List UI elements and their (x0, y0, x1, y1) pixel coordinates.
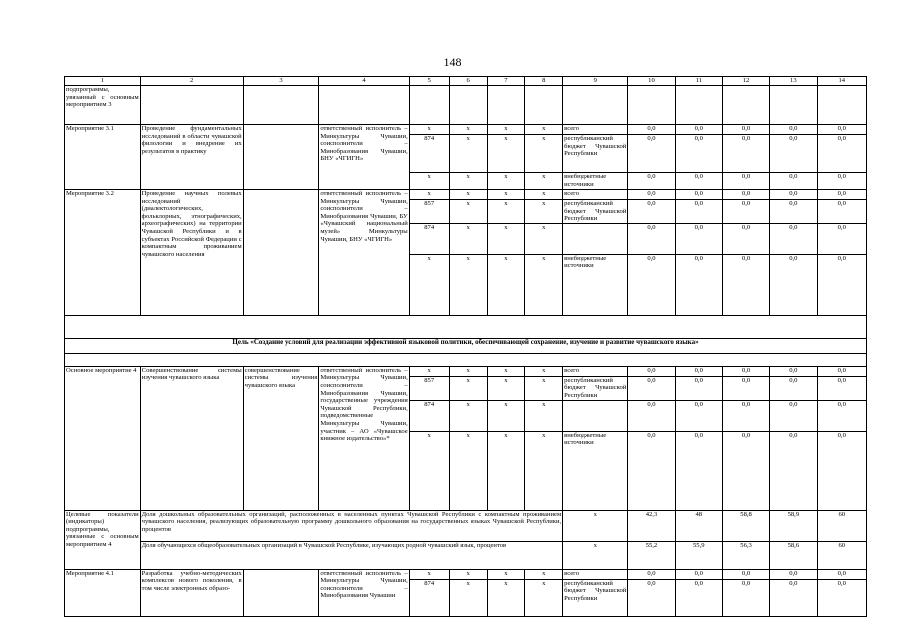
code-cell: 874 (409, 579, 449, 616)
measure-result (243, 125, 319, 190)
value-cell: 0,0 (675, 200, 722, 224)
column-number: 14 (817, 77, 867, 86)
measure-description: Проведение фундаментальных исследований в области чувашской филологии и внедрение их результатов в практику (140, 125, 243, 190)
target-value: 58,6 (770, 541, 817, 569)
funding-source: республиканский бюджет Чувашской Республики (563, 579, 628, 616)
measure-description: Проведение научных полевых исследований (диалектологических, фольклорных, этнографических, археографических) на территории Чувашской Республики и в субъектах Российской Федерации с компактным проживанием чувашского населения (140, 190, 243, 316)
measure-label: Мероприятие 3.2 (65, 190, 141, 316)
value-cell: 0,0 (722, 431, 769, 510)
value-cell: 0,0 (675, 431, 722, 510)
code-cell: x (409, 366, 449, 376)
value-cell: 0,0 (770, 569, 817, 579)
code-cell: x (525, 125, 563, 135)
target-value: 58,8 (722, 510, 769, 541)
empty-cell (449, 86, 487, 125)
target-value: 60 (817, 541, 867, 569)
code-cell: x (487, 135, 525, 173)
value-cell: 0,0 (675, 366, 722, 376)
goal-title: Цель «Создание условий для реализации эффективной языковой политики, обеспечивающей сохранение, изучение и развитие чувашского языка» (65, 338, 867, 353)
code-cell: x (487, 431, 525, 510)
code-cell: x (487, 569, 525, 579)
target-value: 60 (817, 510, 867, 541)
value-cell: 0,0 (770, 200, 817, 224)
value-cell: 0,0 (722, 135, 769, 173)
column-number: 5 (409, 77, 449, 86)
responsible-executor: ответственный исполнитель – Минкультуры Чувашии, соисполнители – Минобразования Чувашии, БУ «Чувашский национальный музей» Минкультуры Чувашии, БНУ «ЧГИГН» (319, 190, 409, 316)
value-cell: 0,0 (628, 366, 675, 376)
column-number: 2 (140, 77, 243, 86)
value-cell: 0,0 (770, 579, 817, 616)
value-cell: 0,0 (817, 173, 867, 190)
funding-source (563, 223, 628, 254)
code-cell: x (525, 254, 563, 315)
column-number: 9 (563, 77, 628, 86)
funding-source: внебюджетные источники (563, 254, 628, 315)
code-cell: x (409, 431, 449, 510)
code-cell: x (487, 579, 525, 616)
code-cell: x (487, 376, 525, 400)
funding-source: всего (563, 125, 628, 135)
code-cell: x (449, 223, 487, 254)
target-value: 42,3 (628, 510, 675, 541)
target-c9: x (563, 510, 628, 541)
code-cell: x (525, 579, 563, 616)
value-cell: 0,0 (770, 400, 817, 431)
value-cell: 0,0 (628, 173, 675, 190)
column-number: 3 (243, 77, 319, 86)
value-cell: 0,0 (770, 254, 817, 315)
code-cell: x (525, 366, 563, 376)
value-cell: 0,0 (722, 366, 769, 376)
blank-cell (65, 353, 867, 366)
responsible-executor: ответственный исполнитель – Минкультуры Чувашии, соисполнители – Минобразования Чувашии (319, 569, 409, 616)
funding-source (563, 400, 628, 431)
value-cell: 0,0 (770, 376, 817, 400)
funding-source: всего (563, 366, 628, 376)
om4-row (65, 366, 867, 376)
program-table (64, 76, 867, 617)
value-cell: 0,0 (817, 400, 867, 431)
value-cell: 0,0 (628, 223, 675, 254)
measure-description: Совершенствование системы изучения чувашского языка (140, 366, 243, 510)
value-cell: 0,0 (628, 254, 675, 315)
value-cell: 0,0 (770, 366, 817, 376)
code-cell: 857 (409, 376, 449, 400)
value-cell: 0,0 (722, 579, 769, 616)
continuation-row (65, 86, 867, 125)
funding-source: внебюджетные источники (563, 173, 628, 190)
column-number: 8 (525, 77, 563, 86)
value-cell: 0,0 (817, 569, 867, 579)
code-cell: x (409, 173, 449, 190)
value-cell: 0,0 (675, 254, 722, 315)
value-cell: 0,0 (817, 125, 867, 135)
page-number: 148 (443, 55, 462, 69)
value-cell: 0,0 (817, 579, 867, 616)
code-cell: x (449, 376, 487, 400)
target-value: 55,9 (675, 541, 722, 569)
funding-source: всего (563, 190, 628, 200)
value-cell: 0,0 (817, 431, 867, 510)
code-cell: x (525, 400, 563, 431)
empty-cell (409, 86, 449, 125)
code-cell: x (449, 400, 487, 431)
code-cell: 857 (409, 200, 449, 224)
target-c9: x (563, 541, 628, 569)
empty-cell (770, 86, 817, 125)
value-cell: 0,0 (817, 200, 867, 224)
value-cell: 0,0 (628, 579, 675, 616)
value-cell: 0,0 (628, 569, 675, 579)
goal-row (65, 353, 867, 366)
value-cell: 0,0 (722, 190, 769, 200)
value-cell: 0,0 (722, 200, 769, 224)
column-number: 7 (487, 77, 525, 86)
code-cell: x (409, 254, 449, 315)
empty-cell (487, 86, 525, 125)
value-cell: 0,0 (770, 135, 817, 173)
target-text: Доля обучающихся общеобразовательных организаций в Чувашской Республике, изучающих родной чувашский язык, процентов (140, 541, 562, 569)
header-row (65, 77, 867, 86)
column-number: 6 (449, 77, 487, 86)
code-cell: x (449, 579, 487, 616)
value-cell: 0,0 (628, 400, 675, 431)
empty-cell (563, 86, 628, 125)
code-cell: x (449, 254, 487, 315)
empty-cell (319, 86, 409, 125)
value-cell: 0,0 (722, 223, 769, 254)
target-row (65, 541, 867, 569)
value-cell: 0,0 (722, 254, 769, 315)
value-cell: 0,0 (817, 254, 867, 315)
value-cell: 0,0 (628, 190, 675, 200)
code-cell: x (487, 190, 525, 200)
code-cell: x (487, 200, 525, 224)
code-cell: x (525, 200, 563, 224)
empty-cell (628, 86, 675, 125)
responsible-executor: ответственный исполнитель – Минкультуры Чувашии, соисполнители – Минобразования Чувашии, БНУ «ЧГИГН» (319, 125, 409, 190)
target-row (65, 510, 867, 541)
value-cell: 0,0 (817, 376, 867, 400)
code-cell: x (449, 135, 487, 173)
value-cell: 0,0 (817, 223, 867, 254)
code-cell: x (449, 173, 487, 190)
measure-result (243, 190, 319, 316)
code-cell: x (487, 173, 525, 190)
code-cell: x (449, 125, 487, 135)
value-cell: 0,0 (770, 190, 817, 200)
code-cell: x (487, 254, 525, 315)
column-number: 12 (722, 77, 769, 86)
responsible-executor: ответственный исполнитель – Минкультуры Чувашии, соисполнители – Минобразования Чувашии, государственные учреждения Чувашской Республики, подведомственные Минкультуры Чувашии, участник – АО «Чувашское книжное издательство»* (319, 366, 409, 510)
value-cell: 0,0 (675, 135, 722, 173)
code-cell: 874 (409, 223, 449, 254)
measure-label: Мероприятие 4.1 (65, 569, 141, 616)
m41-row (65, 569, 867, 579)
code-cell: 874 (409, 135, 449, 173)
value-cell: 0,0 (817, 135, 867, 173)
goal-row (65, 338, 867, 353)
funding-source: республиканский бюджет Чувашской Республики (563, 135, 628, 173)
measure-result (243, 569, 319, 616)
target-value: 55,2 (628, 541, 675, 569)
code-cell: x (449, 569, 487, 579)
code-cell: x (525, 431, 563, 510)
value-cell: 0,0 (722, 173, 769, 190)
funding-source: внебюджетные источники (563, 431, 628, 510)
column-number: 1 (65, 77, 141, 86)
column-number: 13 (770, 77, 817, 86)
empty-cell (243, 86, 319, 125)
value-cell: 0,0 (770, 223, 817, 254)
m31-row (65, 125, 867, 135)
targets-label: Целевые показатели (индикаторы) подпрограммы, увязанные с основным мероприятием 4 (65, 510, 141, 569)
empty-cell (140, 86, 243, 125)
goal-row (65, 315, 867, 338)
value-cell: 0,0 (817, 190, 867, 200)
column-number: 10 (628, 77, 675, 86)
value-cell: 0,0 (817, 366, 867, 376)
code-cell: x (525, 135, 563, 173)
empty-cell (817, 86, 867, 125)
m32-row (65, 190, 867, 200)
code-cell: x (525, 376, 563, 400)
empty-cell (722, 86, 769, 125)
value-cell: 0,0 (628, 376, 675, 400)
value-cell: 0,0 (675, 190, 722, 200)
row-label: подпрограммы, увязанный с основным мероприятием 3 (65, 86, 141, 125)
code-cell: x (487, 400, 525, 431)
measure-label: Основное мероприятие 4 (65, 366, 141, 510)
value-cell: 0,0 (628, 125, 675, 135)
funding-source: всего (563, 569, 628, 579)
value-cell: 0,0 (675, 400, 722, 431)
code-cell: x (487, 125, 525, 135)
code-cell: x (487, 223, 525, 254)
value-cell: 0,0 (628, 135, 675, 173)
funding-source: республиканский бюджет Чувашской Республики (564, 376, 627, 399)
value-cell: 0,0 (675, 376, 722, 400)
measure-description: Разработка учебно-методических комплексов нового поколения, в том числе электронных образо- (140, 569, 243, 616)
value-cell: 0,0 (675, 173, 722, 190)
value-cell: 0,0 (722, 400, 769, 431)
code-cell: x (449, 200, 487, 224)
value-cell: 0,0 (628, 200, 675, 224)
value-cell: 0,0 (770, 431, 817, 510)
code-cell: 874 (409, 400, 449, 431)
measure-label: Мероприятие 3.1 (65, 125, 141, 190)
target-text: Доля дошкольных образовательных организаций, расположенных в населенных пунктах Чувашской Республики с компактным проживанием чувашского населения, реализующих образовательную программу дошкольного образования на государственных языках Чувашской Республики, процентов (140, 510, 562, 541)
value-cell: 0,0 (675, 579, 722, 616)
empty-cell (525, 86, 563, 125)
code-cell: x (409, 190, 449, 200)
value-cell: 0,0 (722, 125, 769, 135)
column-number: 4 (319, 77, 409, 86)
code-cell: x (449, 431, 487, 510)
value-cell: 0,0 (675, 569, 722, 579)
value-cell: 0,0 (675, 223, 722, 254)
code-cell: x (449, 366, 487, 376)
code-cell: x (487, 366, 525, 376)
target-value: 48 (675, 510, 722, 541)
code-cell: x (525, 223, 563, 254)
blank-cell (65, 315, 867, 338)
code-cell: x (409, 125, 449, 135)
code-cell: x (409, 569, 449, 579)
target-value: 56,3 (722, 541, 769, 569)
measure-result: совершенствование системы изучения чувашского языка (243, 366, 319, 510)
column-number: 11 (675, 77, 722, 86)
value-cell: 0,0 (722, 569, 769, 579)
code-cell: x (449, 190, 487, 200)
value-cell: 0,0 (770, 125, 817, 135)
value-cell: 0,0 (628, 431, 675, 510)
value-cell: 0,0 (722, 376, 769, 400)
code-cell: x (525, 569, 563, 579)
funding-source: республиканский бюджет Чувашской Республики (564, 200, 627, 223)
code-cell: x (525, 173, 563, 190)
value-cell: 0,0 (770, 173, 817, 190)
target-value: 58,9 (770, 510, 817, 541)
value-cell: 0,0 (675, 125, 722, 135)
code-cell: x (525, 190, 563, 200)
empty-cell (675, 86, 722, 125)
